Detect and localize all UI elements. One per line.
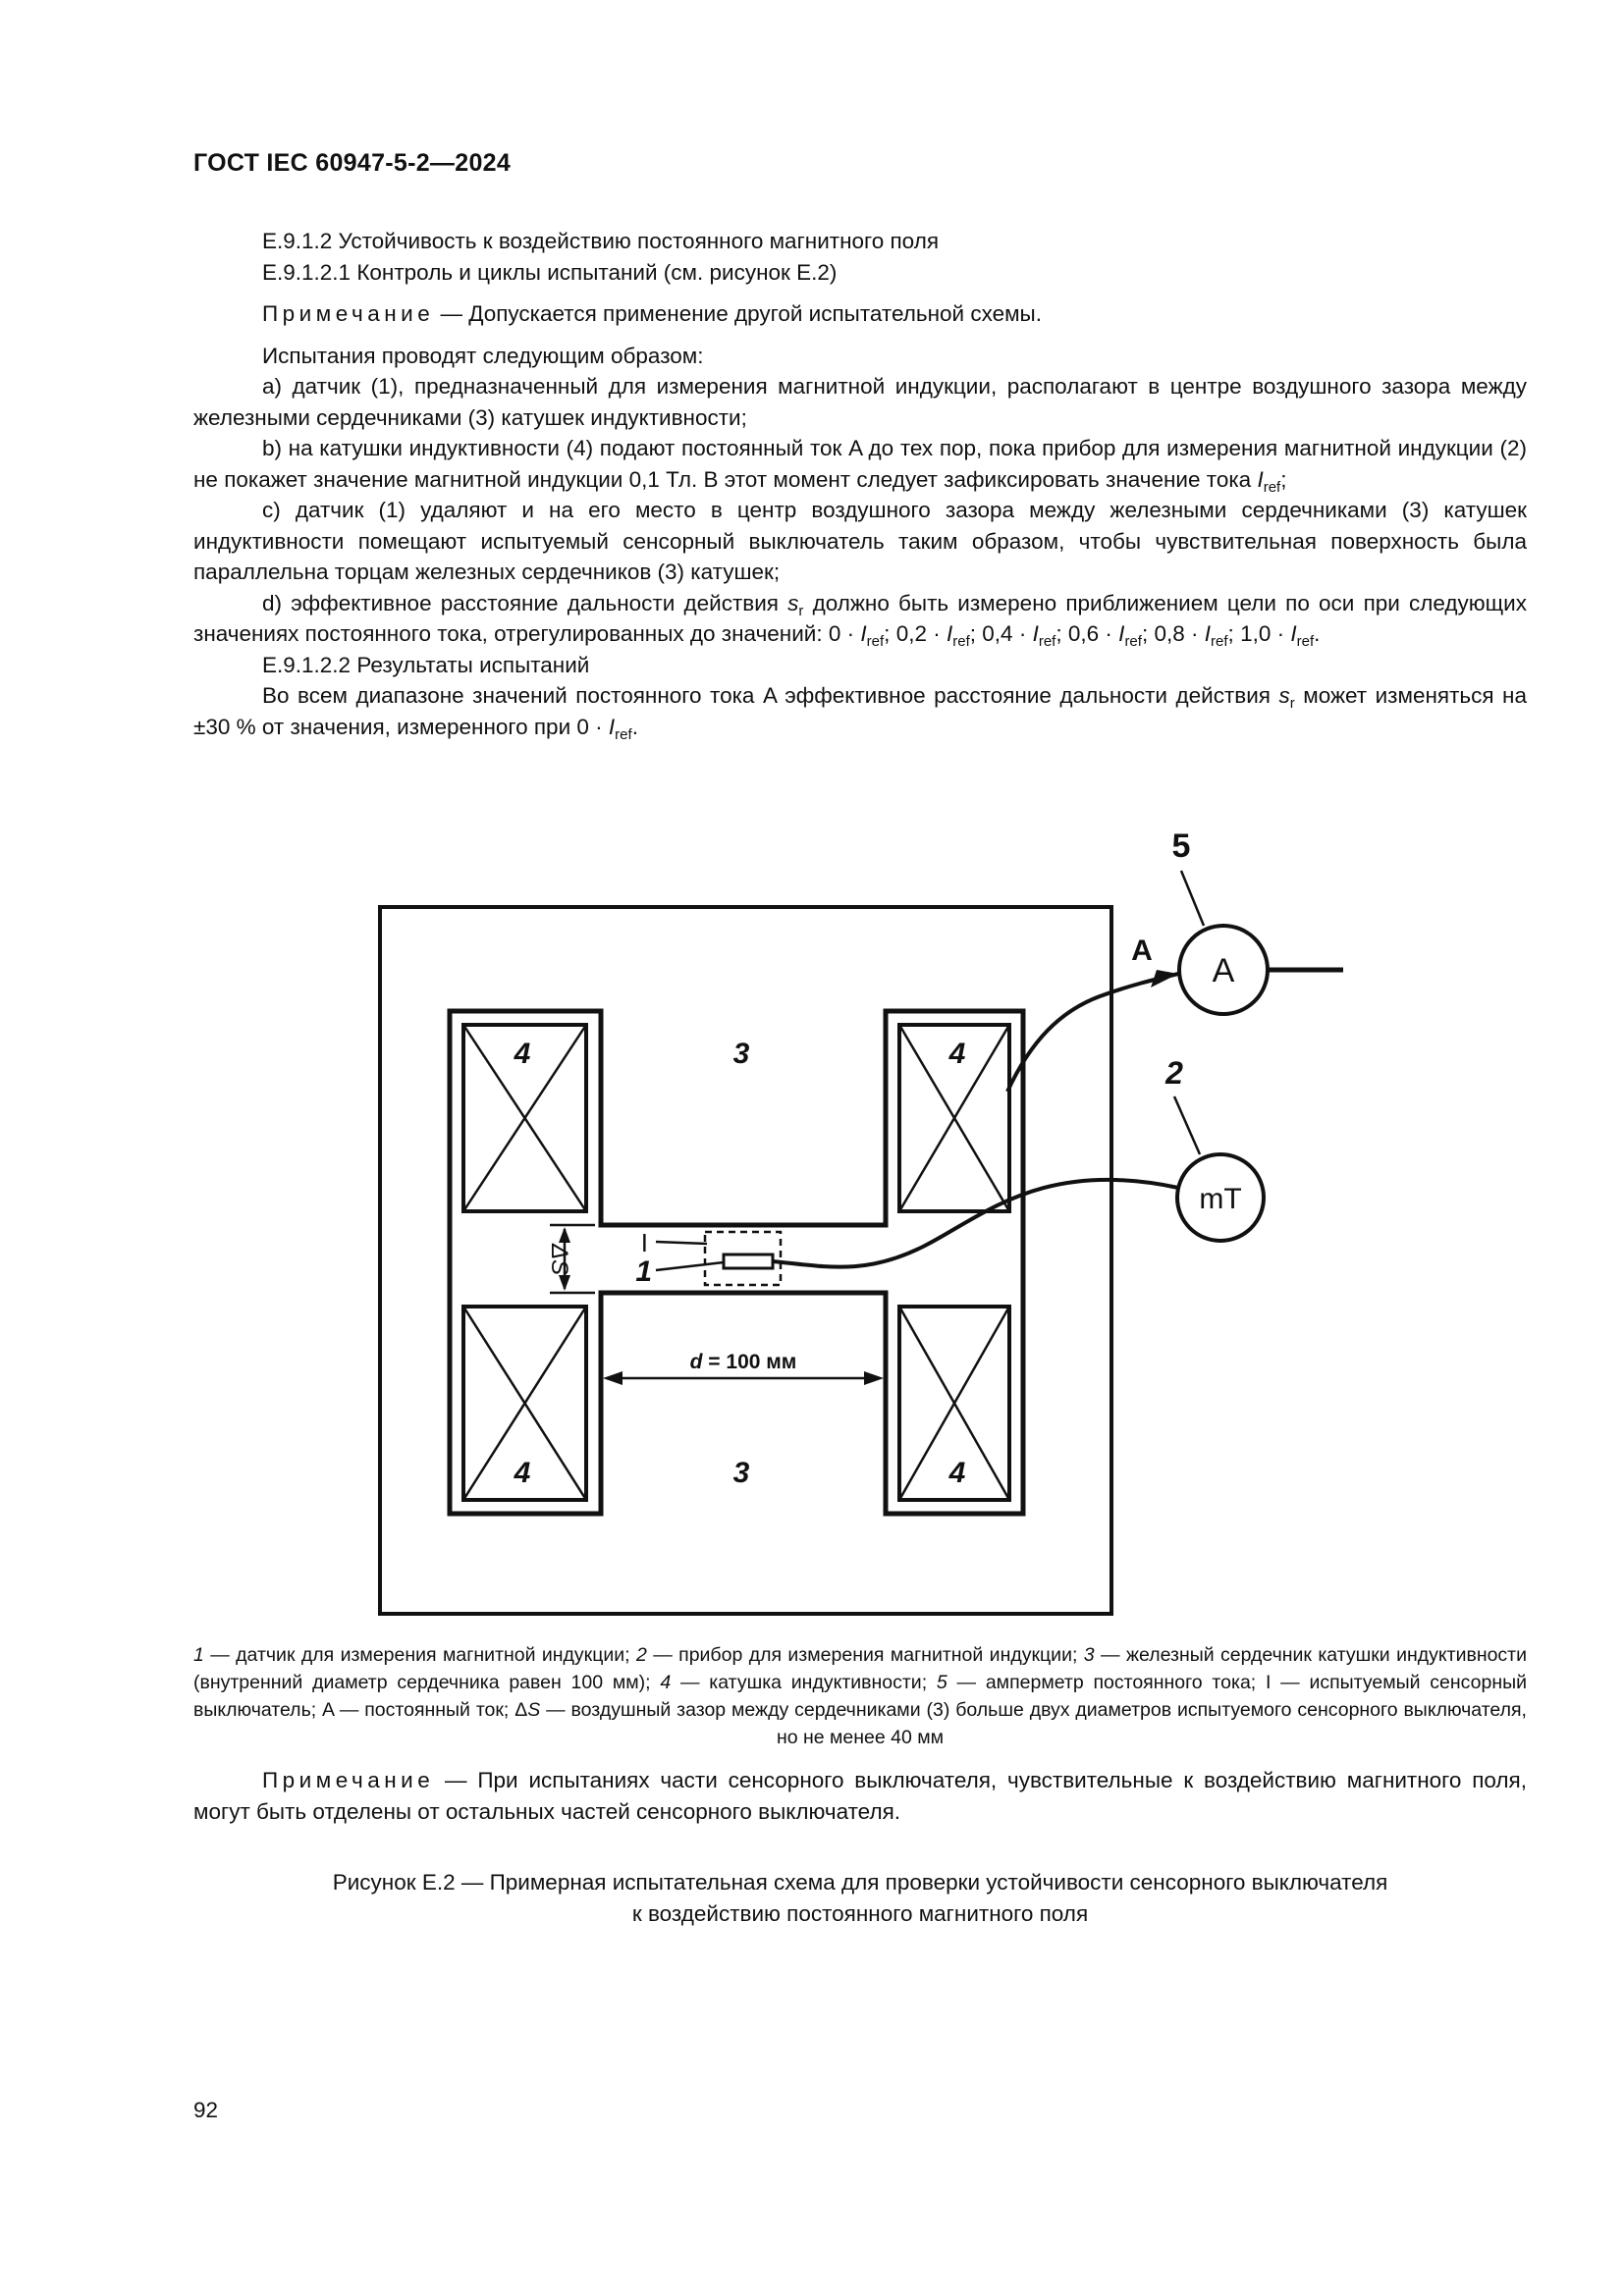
subscript-ref: ref <box>1124 633 1142 650</box>
punct: ; <box>1280 466 1287 492</box>
subscript-ref: ref <box>615 725 632 743</box>
value: 0,8 · <box>1154 621 1205 646</box>
current-arrow <box>1151 970 1178 988</box>
subscript-ref: ref <box>1211 633 1228 650</box>
legend-item: — амперметр постоянного тока; I — испытуемый сенсорный выключатель; A — постоянный ток; Δ <box>193 1672 1527 1721</box>
subscript-ref: ref <box>866 633 885 650</box>
punct: ; <box>1141 621 1149 646</box>
label-current-a: A <box>1131 934 1153 967</box>
sensor-1 <box>724 1255 773 1268</box>
teslameter-label: mT <box>1199 1183 1242 1215</box>
subscript-ref: ref <box>1263 478 1281 496</box>
label-sensor-1: 1 <box>635 1255 652 1288</box>
page-number: 92 <box>193 2098 219 2122</box>
note-2 <box>193 1765 1527 1827</box>
symbol-i: I <box>1290 621 1297 646</box>
tested-switch <box>705 1232 781 1285</box>
current-lead <box>1007 974 1178 1092</box>
clause-e9-1-2-1: Е.9.1.2.1 Контроль и циклы испытаний (см. рисунок Е.2) <box>262 259 838 285</box>
note-2-body: — При испытаниях части сенсорного выключателя, чувствительные к воздействию магнитного поля, могут быть отделены от остальных частей сенсорного выключателя. <box>193 1768 1527 1824</box>
results-text-2: может изменяться на ±30 % от значения, измеренного при 0 · <box>193 683 1527 739</box>
punct: . <box>1314 621 1321 646</box>
label-core-3: 3 <box>732 1038 750 1070</box>
label-coil-4: 4 <box>948 1038 966 1070</box>
procedure-intro: Испытания проводят следующим образом: <box>262 343 704 368</box>
subscript-ref: ref <box>1296 633 1315 650</box>
results-text-1: Во всем диапазоне значений постоянного тока A эффективное расстояние дальности действия <box>262 683 1279 708</box>
label-delta-s: ΔS <box>546 1243 572 1276</box>
note-1 <box>193 298 1527 330</box>
clause-e9-1-2: Е.9.1.2 Устойчивость к воздействию постоянного магнитного поля <box>262 229 940 253</box>
label-distance-d <box>690 1351 797 1373</box>
value: 0,6 · <box>1067 621 1119 646</box>
label-meter-2: 2 <box>1165 1055 1183 1091</box>
legend-key: 3 <box>1083 1644 1095 1666</box>
legend-key: 5 <box>936 1672 947 1693</box>
punct: ; <box>1056 621 1062 646</box>
legend-key: 1 <box>193 1644 204 1666</box>
symbol-s: s <box>1278 683 1290 708</box>
legend-key: 2 <box>635 1644 647 1666</box>
label-ammeter-5: 5 <box>1171 828 1191 865</box>
punct: . <box>631 714 638 739</box>
item-b <box>193 433 1527 495</box>
distance-value: = 100 мм <box>702 1351 797 1373</box>
item-a: a) датчик (1), предназначенный для измерения магнитной индукции, располагают в центре воздушного зазора между железными сердечниками (3) катушек индуктивности; <box>193 374 1527 430</box>
note-1-label: Примечание <box>262 301 435 326</box>
symbol-d: d <box>689 1351 703 1373</box>
value: 0,4 · <box>982 621 1033 646</box>
document-header: ГОСТ IEC 60947-5-2—2024 <box>193 149 512 177</box>
symbol-i: I <box>1032 621 1039 646</box>
caption-line-1: Рисунок Е.2 — Примерная испытательная схема для проверки устойчивости сенсорного выключателя <box>332 1870 1388 1895</box>
legend-item: — датчик для измерения магнитной индукции; <box>203 1644 636 1666</box>
item-b-text: b) на катушки индуктивности (4) подают постоянный ток A до тех пор, пока прибор для измерения магнитной индукции (2) не покажет значение магнитной индукции 0,1 Тл. В этот момент следует зафиксировать значение тока <box>193 436 1527 492</box>
punct: ; <box>969 621 977 646</box>
legend-item: — прибор для измерения магнитной индукции; <box>646 1644 1084 1666</box>
note-1-text: — Допускается применение другой испытательной схемы. <box>434 301 1042 326</box>
legend-key: 4 <box>660 1672 672 1693</box>
label-coil-4: 4 <box>948 1457 966 1489</box>
item-d-text: d) эффективное расстояние дальности действия <box>262 590 788 615</box>
label-switch-i: I <box>640 1228 648 1257</box>
body-text <box>193 226 1527 742</box>
subscript-r: r <box>798 602 804 619</box>
figure-legend <box>193 1641 1527 1751</box>
ammeter-label: A <box>1212 952 1235 989</box>
symbol-i: I <box>860 621 867 646</box>
legend-text <box>193 1641 1527 1751</box>
note-2-label: Примечание <box>262 1768 435 1792</box>
item-d <box>193 588 1527 650</box>
legend-item: — воздушный зазор между сердечниками (3) больше двух диаметров испытуемого сенсорного выключателя, но не менее 40 мм <box>540 1699 1527 1748</box>
value: 1,0 · <box>1240 621 1291 646</box>
legend-item: — катушка индуктивности; <box>671 1672 937 1693</box>
figure-caption <box>193 1867 1527 1929</box>
symbol-i: I <box>1257 466 1264 492</box>
symbol-i: I <box>946 621 953 646</box>
legend-item: — железный сердечник катушки индуктивности (внутренний диаметр сердечника равен 100 мм); <box>193 1644 1528 1693</box>
symbol-i: I <box>1204 621 1212 646</box>
results-text <box>193 680 1527 742</box>
note-2-text <box>193 1765 1527 1827</box>
value: 0,2 · <box>895 621 947 646</box>
item-d-text-2: должно быть измерено приближением цели по оси при следующих значениях постоянного тока, отрегулированных до значений: <box>193 590 1527 646</box>
punct: ; <box>1227 621 1234 646</box>
subscript-ref: ref <box>952 633 970 650</box>
symbol-i: I <box>608 714 616 739</box>
punct: ; <box>884 621 891 646</box>
figure-e2-diagram <box>344 820 1355 1625</box>
value: 0 · <box>828 621 861 646</box>
label-core-3: 3 <box>732 1457 750 1489</box>
subscript-ref: ref <box>1038 633 1056 650</box>
label-coil-4: 4 <box>514 1457 531 1489</box>
symbol-s: s <box>787 590 799 615</box>
caption-line-2: к воздействию постоянного магнитного поля <box>631 1900 1089 1926</box>
symbol-i: I <box>1118 621 1125 646</box>
legend-symbol-s: S <box>527 1699 541 1721</box>
item-c: c) датчик (1) удаляют и на его место в центр воздушного зазора между железными сердечниками (3) катушек индуктивности помещают испытуемый сенсорный выключатель таким образом, чтобы чувствительная поверхность была параллельна торцам железных сердечников (3) катушек; <box>193 498 1527 584</box>
label-coil-4: 4 <box>514 1038 531 1070</box>
subscript-r: r <box>1289 695 1295 712</box>
clause-e9-1-2-2: Е.9.1.2.2 Результаты испытаний <box>262 652 590 677</box>
